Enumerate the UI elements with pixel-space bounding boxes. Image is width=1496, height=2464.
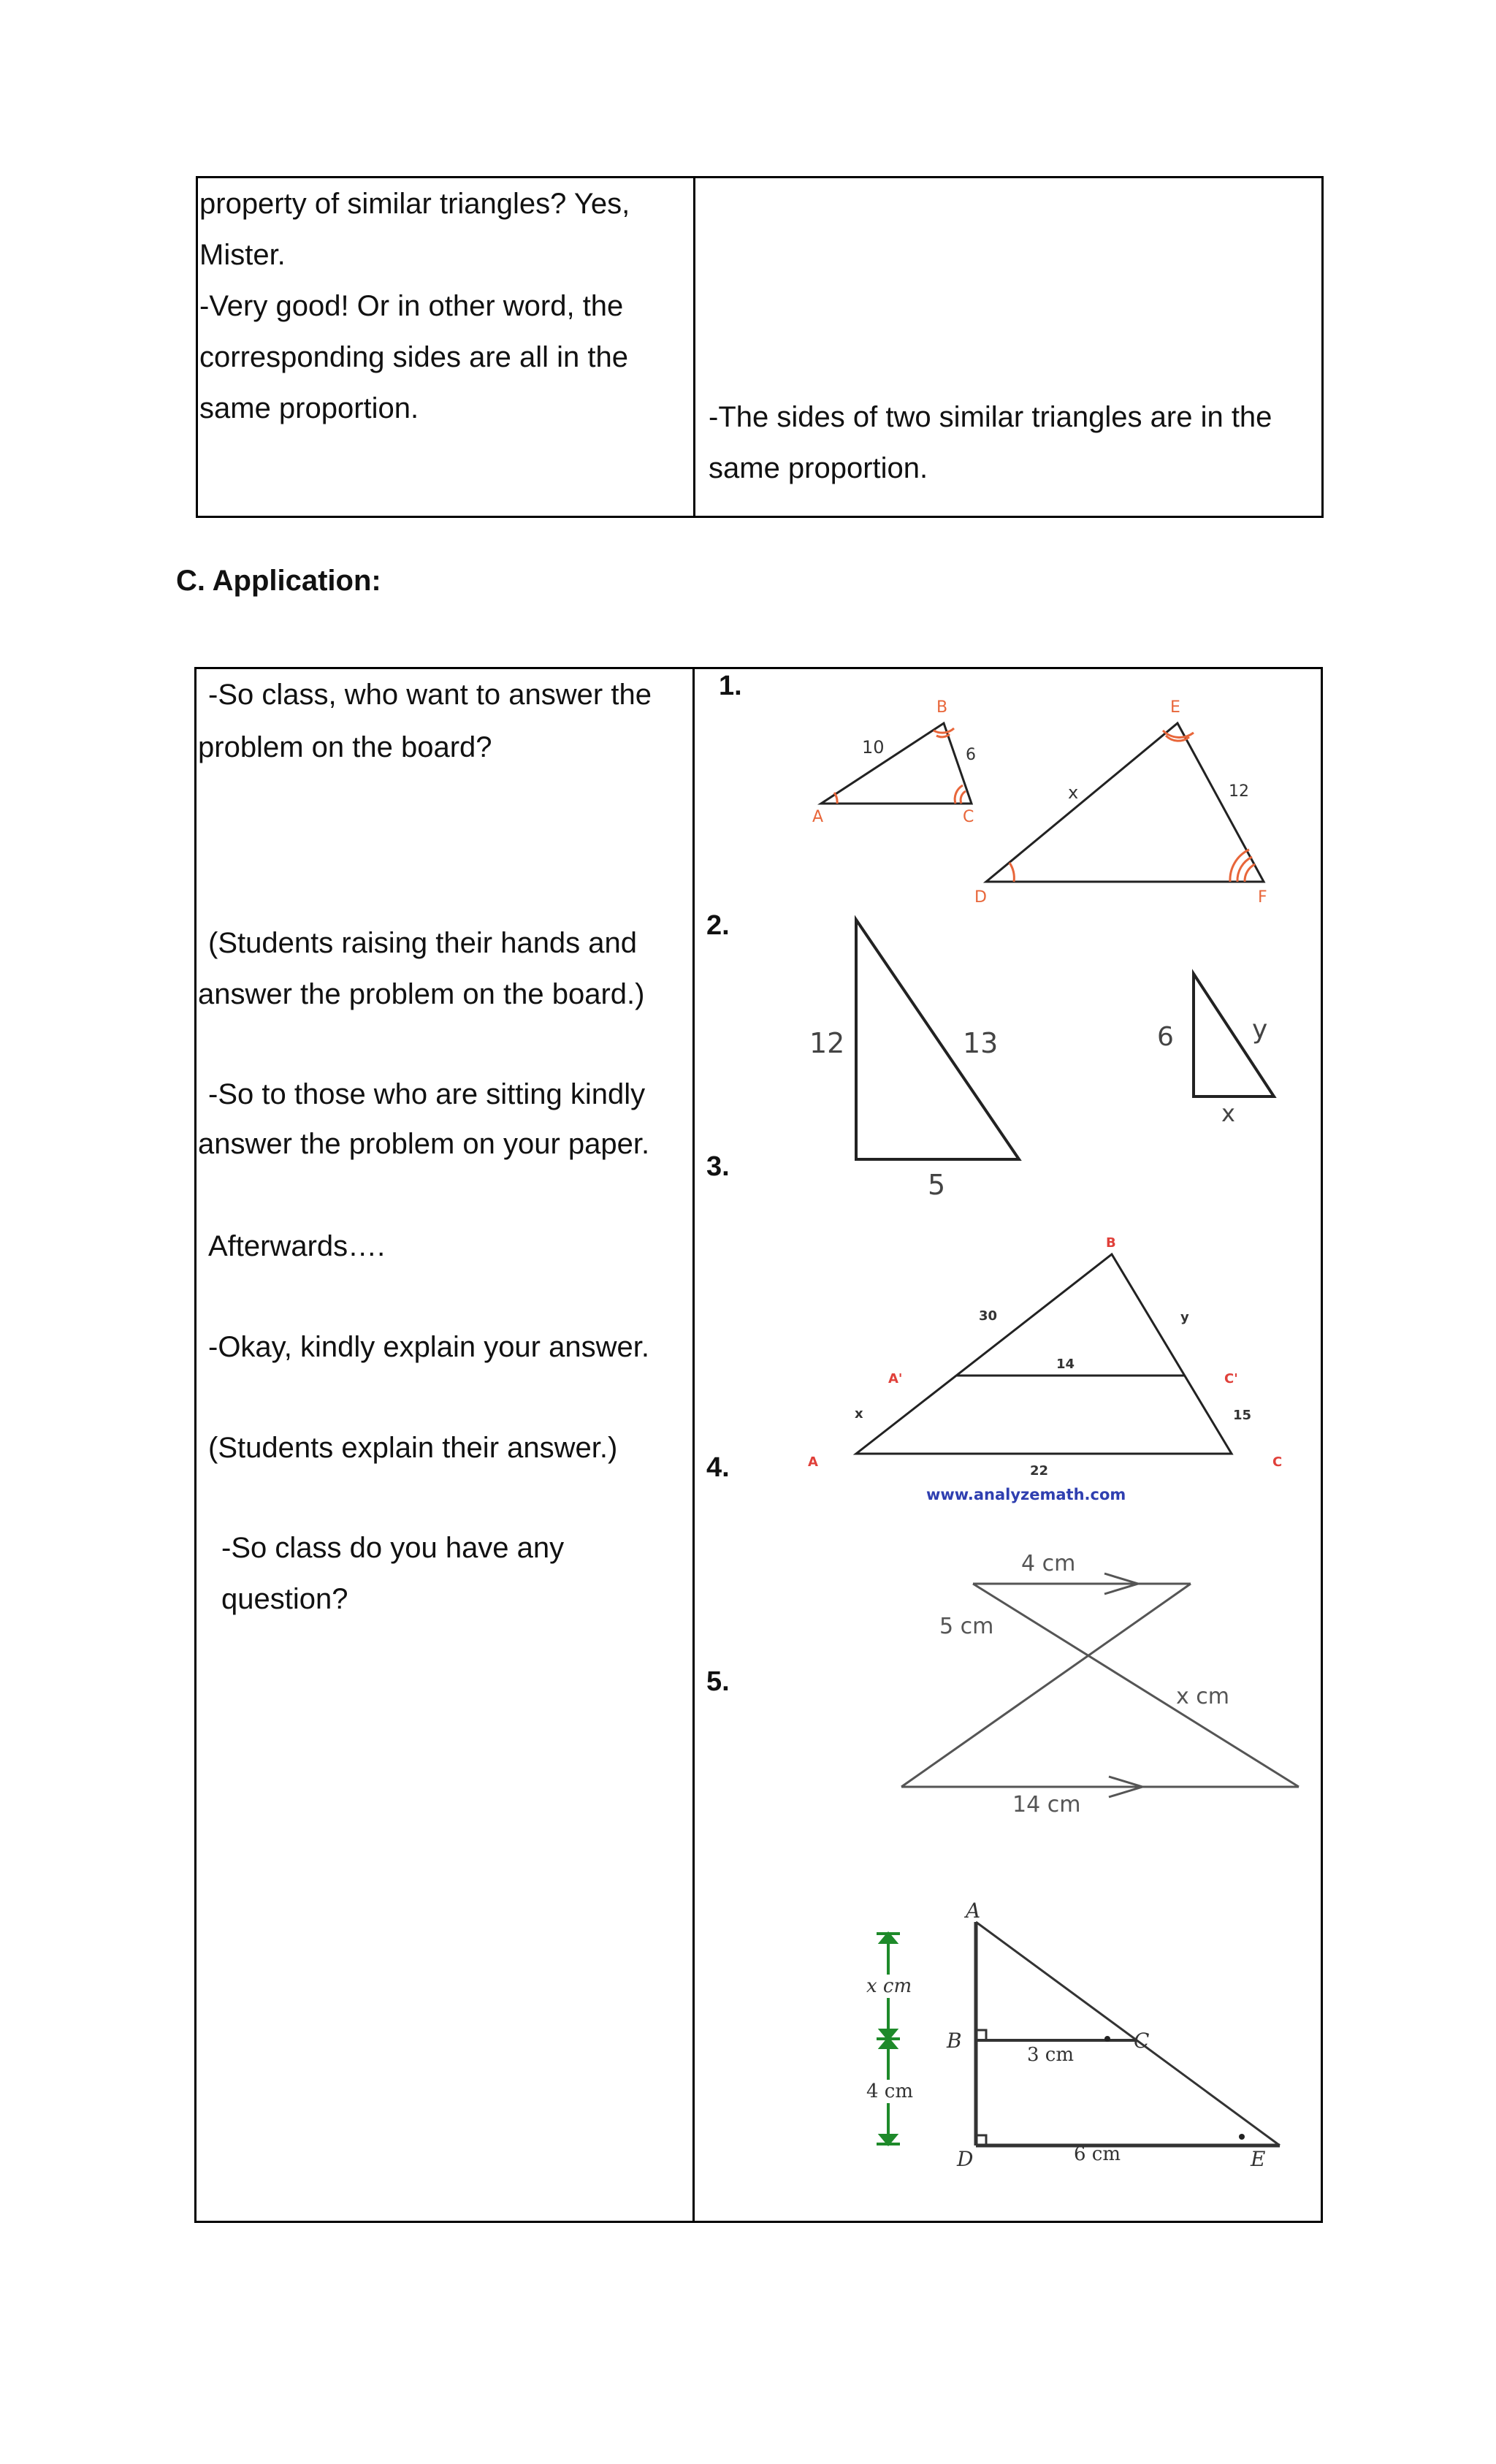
side-label: 6 cm xyxy=(1074,2143,1121,2165)
teacher-line: -Okay, kindly explain your answer. xyxy=(208,1331,649,1363)
figure-hourglass-triangles xyxy=(877,1541,1315,1819)
teacher-line: -So class, who want to answer the xyxy=(208,679,652,711)
side-label: 22 xyxy=(1030,1463,1049,1479)
side-label: 3 cm xyxy=(1027,2044,1075,2066)
top-right-line: same proportion. xyxy=(709,452,928,484)
small-triangle xyxy=(821,723,972,804)
teacher-line: problem on the board? xyxy=(198,731,492,763)
vertex-label: E xyxy=(1251,2147,1266,2171)
student-line: answer the problem on the board.) xyxy=(198,978,645,1010)
vertex-label: A' xyxy=(888,1371,903,1387)
side-label: 12 xyxy=(809,1027,845,1059)
side-label: 6 xyxy=(1157,1022,1174,1052)
side-label: 6 xyxy=(966,746,976,764)
vertex-label: B xyxy=(1106,1235,1116,1251)
teacher-line: -So to those who are sitting kindly xyxy=(208,1078,646,1110)
problem-number: 2. xyxy=(706,910,730,941)
side-label: 13 xyxy=(963,1027,999,1059)
side-label: 4 cm xyxy=(866,2080,914,2102)
vertex-label: D xyxy=(974,888,987,902)
vertex-label: D xyxy=(957,2147,974,2171)
hourglass-lines xyxy=(901,1574,1299,1797)
student-line: (Students raising their hands and xyxy=(208,927,638,959)
figure-measure-triangles xyxy=(847,1896,1300,2181)
problem-number: 3. xyxy=(706,1151,730,1182)
problem-number: 1. xyxy=(719,671,742,701)
angle-dot xyxy=(1239,2134,1245,2140)
figure-similar-triangles xyxy=(804,690,1300,902)
figure-parallel-segment xyxy=(796,1231,1308,1508)
side-label: 4 cm xyxy=(1021,1551,1076,1576)
watermark: www.analyzemath.com xyxy=(926,1486,1126,1503)
teacher-line: Afterwards…. xyxy=(208,1230,386,1262)
vertex-label: A xyxy=(808,1454,818,1470)
problem-number: 4. xyxy=(706,1452,730,1483)
top-table xyxy=(196,176,1324,518)
side-label: x cm xyxy=(1176,1684,1230,1709)
top-left-line: Mister. xyxy=(199,239,286,271)
student-line: (Students explain their answer.) xyxy=(208,1432,618,1464)
section-heading: C. Application: xyxy=(176,565,381,597)
top-table-left-cell xyxy=(197,178,695,517)
vertex-label: C xyxy=(1134,2029,1150,2053)
problem-number: 5. xyxy=(706,1666,730,1697)
side-label: x xyxy=(855,1406,863,1422)
side-label: 12 xyxy=(1229,782,1249,801)
vertex-label: C xyxy=(963,808,974,826)
side-label: 30 xyxy=(979,1308,998,1324)
figure-right-triangles xyxy=(796,909,1293,1202)
teacher-line: question? xyxy=(221,1583,348,1615)
top-left-line: same proportion. xyxy=(199,392,419,424)
teacher-line: -So class do you have any xyxy=(221,1532,565,1564)
vertex-label: F xyxy=(1258,888,1267,902)
top-right-line: -The sides of two similar triangles are in the xyxy=(709,401,1272,433)
vertex-label: A xyxy=(812,808,824,826)
teacher-line: answer the problem on your paper. xyxy=(198,1128,650,1160)
top-left-line: -Very good! Or in other word, the xyxy=(199,290,624,322)
triangle-abc xyxy=(856,1254,1232,1454)
side-label: y xyxy=(1180,1310,1189,1325)
side-label: 15 xyxy=(1233,1408,1252,1423)
vertex-label: C' xyxy=(1224,1371,1238,1387)
side-label: 5 xyxy=(928,1169,946,1201)
vertex-label: B xyxy=(936,698,948,717)
vertex-label: A xyxy=(966,1899,981,1923)
top-left-line: corresponding sides are all in the xyxy=(199,341,629,373)
side-label: 14 cm xyxy=(1012,1792,1081,1818)
side-label: 10 xyxy=(862,737,885,758)
vertex-label: C xyxy=(1272,1454,1283,1470)
side-label: x cm xyxy=(866,1975,912,1997)
top-table-right-cell xyxy=(695,178,1323,517)
angle-dot xyxy=(1104,2036,1110,2042)
side-label: x xyxy=(1068,782,1079,803)
vertex-label: E xyxy=(1170,698,1180,717)
side-label: 14 xyxy=(1056,1357,1075,1372)
side-label: 5 cm xyxy=(939,1614,994,1639)
application-left-cell xyxy=(196,668,694,2222)
vertex-label: B xyxy=(947,2029,962,2053)
large-triangle xyxy=(986,723,1264,882)
top-left-line: property of similar triangles? Yes, xyxy=(199,188,630,220)
side-label: y xyxy=(1252,1015,1268,1045)
triangle-ade xyxy=(976,1922,1280,2145)
measurement-bar xyxy=(877,1934,900,2144)
side-label: x xyxy=(1221,1099,1235,1127)
